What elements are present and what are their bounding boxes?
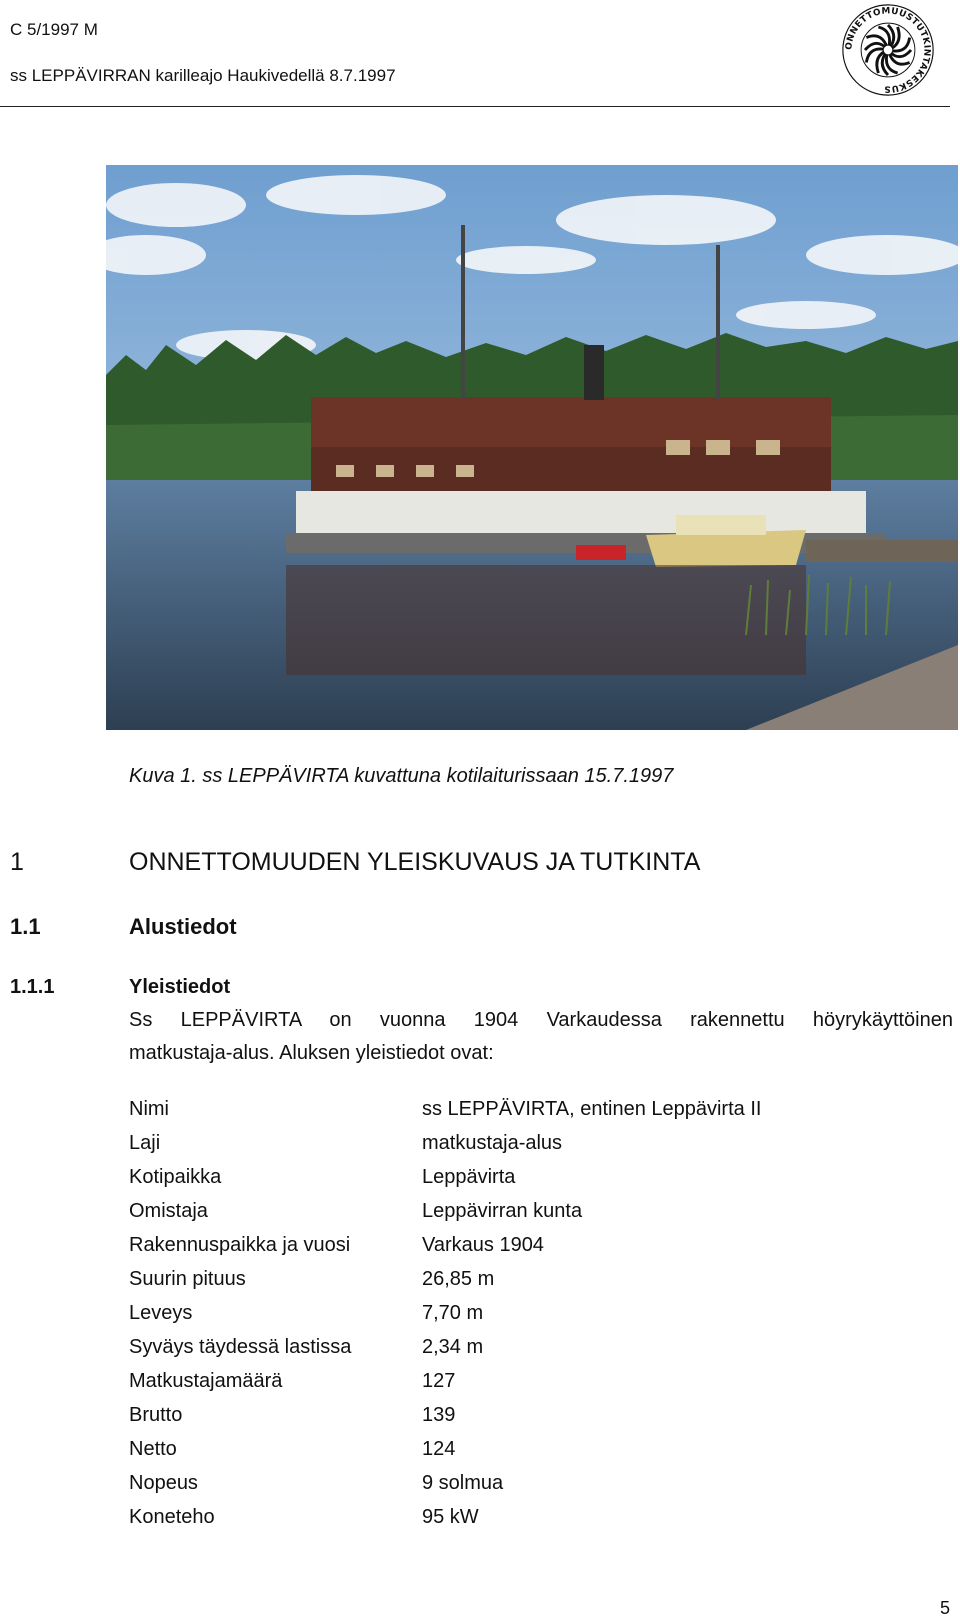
subsubsection-title: Yleistiedot — [129, 976, 231, 998]
fact-label: Brutto — [129, 1404, 183, 1426]
fact-label: Syväys täydessä lastissa — [129, 1336, 352, 1358]
report-code: C 5/1997 M — [10, 20, 98, 39]
fact-label: Rakennuspaikka ja vuosi — [129, 1234, 351, 1256]
fact-row — [129, 1160, 761, 1194]
subsection-number: 1.1 — [10, 914, 41, 939]
vessel-facts-table — [129, 1092, 761, 1534]
fact-label: Netto — [129, 1438, 177, 1460]
subsubsection-number: 1.1.1 — [10, 976, 55, 998]
fact-value: 127 — [422, 1370, 456, 1392]
fact-row — [129, 1364, 761, 1398]
subsection-title: Alustiedot — [129, 914, 237, 939]
fact-row — [129, 1432, 761, 1466]
fact-row — [129, 1500, 761, 1534]
fact-row — [129, 1262, 761, 1296]
fact-value: matkustaja-alus — [422, 1132, 563, 1154]
report-title: ss LEPPÄVIRRAN karilleajo Haukivedellä 8.7.1997 — [10, 66, 396, 85]
fact-value: Varkaus 1904 — [422, 1234, 544, 1256]
ship-photo — [106, 165, 958, 730]
fact-value: 7,70 m — [422, 1302, 484, 1324]
fact-row — [129, 1296, 761, 1330]
fact-row — [129, 1092, 761, 1126]
fact-label: Leveys — [129, 1302, 193, 1324]
fact-value: ss LEPPÄVIRTA, entinen Leppävirta II — [422, 1098, 762, 1120]
fact-value: 139 — [422, 1404, 456, 1426]
fact-value: 9 solmua — [422, 1472, 504, 1494]
fact-row — [129, 1466, 761, 1500]
fact-value: 124 — [422, 1438, 456, 1460]
fact-value: 2,34 m — [422, 1336, 484, 1358]
logo-ring-text: ONNETTOMUUSTUTKINTAKESKUS — [844, 6, 932, 94]
fact-label: Suurin pituus — [129, 1268, 246, 1290]
fact-label: Kotipaikka — [129, 1166, 222, 1188]
fact-label: Nimi — [129, 1098, 169, 1120]
fact-row — [129, 1194, 761, 1228]
fact-label: Nopeus — [129, 1472, 198, 1494]
onnettomuustutkintakeskus-seal-icon — [840, 2, 936, 98]
section-title: ONNETTOMUUDEN YLEISKUVAUS JA TUTKINTA — [129, 848, 701, 876]
fact-value: Leppävirta — [422, 1166, 516, 1188]
fact-row — [129, 1330, 761, 1364]
fact-value: Leppävirran kunta — [422, 1200, 583, 1222]
section-number: 1 — [10, 848, 24, 876]
fact-label: Koneteho — [129, 1506, 215, 1528]
fact-label: Matkustajamäärä — [129, 1370, 283, 1392]
fact-row — [129, 1126, 761, 1160]
fact-label: Laji — [129, 1132, 161, 1154]
page-number: 5 — [940, 1598, 951, 1618]
fact-row — [129, 1398, 761, 1432]
fact-value: 26,85 m — [422, 1268, 495, 1290]
fact-value: 95 kW — [422, 1506, 479, 1528]
paragraph-line: matkustaja-alus. Aluksen yleistiedot ovat: — [129, 1042, 494, 1064]
figure-caption: Kuva 1. ss LEPPÄVIRTA kuvattuna kotilaiturissaan 15.7.1997 — [129, 765, 674, 787]
fact-row — [129, 1228, 761, 1262]
fact-label: Omistaja — [129, 1200, 208, 1222]
paragraph-line: Ss LEPPÄVIRTA on vuonna 1904 Varkaudessa rakennettu höyrykäyttöinen — [129, 1009, 953, 1031]
header-divider — [0, 106, 950, 107]
intro-paragraph — [129, 1004, 953, 1070]
